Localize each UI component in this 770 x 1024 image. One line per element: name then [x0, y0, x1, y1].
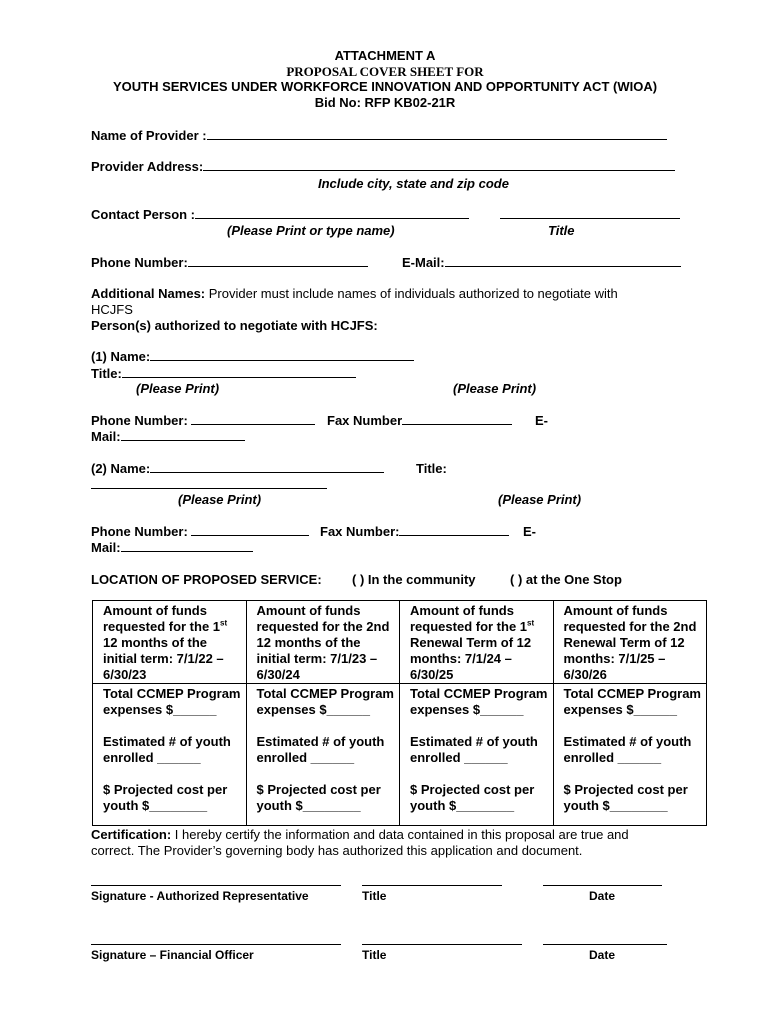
- contact-title-field[interactable]: [500, 207, 680, 219]
- document-title: YOUTH SERVICES UNDER WORKFORCE INNOVATION AND OPPORTUNITY ACT (WIOA): [112, 79, 658, 94]
- contact-person-field[interactable]: [195, 207, 469, 219]
- person2-name-label: (2) Name:: [91, 461, 151, 476]
- signature-fin-line[interactable]: [91, 944, 341, 945]
- attachment-label: ATTACHMENT A: [334, 48, 436, 63]
- youth-field[interactable]: Estimated # of youth enrolled ______: [103, 734, 231, 765]
- location-label: LOCATION OF PROPOSED SERVICE:: [91, 572, 322, 587]
- person1-title-field[interactable]: [122, 366, 356, 378]
- location-onestop-option[interactable]: ( ) at the One Stop: [510, 572, 622, 587]
- funds-header-cell: Amount of funds requested for the 2nd Renewal Term of 12 months: 7/1/25 – 6/30/26: [553, 601, 707, 684]
- certification: [91, 827, 629, 843]
- funds-header-row: [93, 601, 707, 684]
- provider-name-label: Name of Provider :: [91, 128, 207, 143]
- funds-value-cell[interactable]: [246, 684, 400, 826]
- persons-authorized-label: Person(s) authorized to negotiate with HCJFS:: [91, 318, 378, 333]
- person2-phone-row: [91, 524, 309, 540]
- phone-row: [91, 255, 368, 271]
- title-rep-line[interactable]: [362, 885, 502, 886]
- expenses-field[interactable]: Total CCMEP Program expenses $______: [410, 686, 548, 717]
- additional-names: [91, 286, 618, 302]
- person2-print-hint: (Please Print): [178, 492, 262, 507]
- email-label: E-Mail:: [402, 255, 445, 270]
- title-rep-label: Title: [362, 889, 387, 903]
- person1-title-hint: (Please Print): [453, 381, 537, 396]
- provider-address-label: Provider Address:: [91, 159, 204, 174]
- person1-email-label: Mail:: [91, 429, 121, 444]
- person2-phone-field[interactable]: [191, 524, 309, 536]
- signature-rep-label: Signature - Authorized Representative: [91, 889, 309, 903]
- person1-phone-field[interactable]: [191, 413, 315, 425]
- person2-email-label: Mail:: [91, 540, 121, 555]
- date-rep-line[interactable]: [543, 885, 662, 886]
- email-row: [402, 255, 681, 271]
- contact-person-label: Contact Person :: [91, 207, 196, 222]
- provider-name-field[interactable]: [207, 128, 667, 140]
- person1-name-row: [91, 349, 414, 365]
- person2-title-field[interactable]: [91, 477, 327, 489]
- cost-field[interactable]: $ Projected cost per youth $________: [410, 782, 535, 813]
- person1-email-field[interactable]: [121, 429, 245, 441]
- person1-print-hint: (Please Print): [136, 381, 220, 396]
- person2-fax-label: Fax Number:: [320, 524, 400, 539]
- expenses-field[interactable]: Total CCMEP Program expenses $______: [256, 686, 394, 717]
- certification-text: I hereby certify the information and data contained in this proposal are true and: [174, 827, 629, 842]
- title-hint: Title: [548, 223, 575, 238]
- location-community-option[interactable]: ( ) In the community: [352, 572, 476, 587]
- phone-field[interactable]: [188, 255, 368, 267]
- person2-fax-field[interactable]: [399, 524, 509, 536]
- address-hint: Include city, state and zip code: [318, 176, 509, 191]
- person2-title-label: Title:: [416, 461, 447, 476]
- provider-name-row: [91, 128, 667, 144]
- expenses-field[interactable]: Total CCMEP Program expenses $______: [563, 686, 701, 717]
- date-rep-label: Date: [589, 889, 616, 903]
- phone-label: Phone Number:: [91, 255, 188, 270]
- person1-title-label: Title:: [91, 366, 122, 381]
- person2-name-row: [91, 461, 384, 477]
- person2-email-label-a: E-: [523, 524, 536, 539]
- person1-phone-label: Phone Number:: [91, 413, 188, 428]
- document-subtitle: PROPOSAL COVER SHEET FOR: [286, 64, 484, 79]
- person1-fax-row: [327, 413, 512, 429]
- funds-value-cell[interactable]: [93, 684, 247, 826]
- title-fin-line[interactable]: [362, 944, 522, 945]
- additional-names-text: Provider must include names of individuals authorized to negotiate with: [208, 286, 618, 301]
- contact-person-row: [91, 207, 469, 223]
- provider-address-field[interactable]: [203, 159, 675, 171]
- signature-rep-line[interactable]: [91, 885, 341, 886]
- contact-hint: (Please Print or type name): [227, 223, 395, 238]
- bid-number: Bid No: RFP KB02-21R: [314, 95, 456, 110]
- funds-value-cell[interactable]: [400, 684, 554, 826]
- youth-field[interactable]: Estimated # of youth enrolled ______: [410, 734, 538, 765]
- cost-field[interactable]: $ Projected cost per youth $________: [103, 782, 228, 813]
- youth-field[interactable]: Estimated # of youth enrolled ______: [563, 734, 692, 765]
- additional-names-text-2: HCJFS: [91, 302, 133, 317]
- person2-email-field[interactable]: [121, 540, 253, 552]
- certification-text-2: correct. The Provider’s governing body has authorized this application and document.: [91, 843, 583, 858]
- person1-fax-label: Fax Number: [327, 413, 403, 428]
- date-fin-label: Date: [589, 948, 616, 962]
- funds-table: [92, 600, 707, 826]
- person2-name-field[interactable]: [150, 461, 384, 473]
- expenses-field[interactable]: Total CCMEP Program expenses $______: [103, 686, 241, 717]
- funds-value-cell[interactable]: [553, 684, 707, 826]
- cost-field[interactable]: $ Projected cost per youth $________: [256, 782, 381, 813]
- person2-title-hint: (Please Print): [498, 492, 582, 507]
- person1-title-row: [91, 366, 356, 382]
- person2-fax-row: [320, 524, 509, 540]
- person1-name-label: (1) Name:: [91, 349, 151, 364]
- date-fin-line[interactable]: [543, 944, 667, 945]
- funds-header-cell: Amount of funds requested for the 1st 12 months of the initial term: 7/1/22 – 6/30/23: [93, 601, 247, 684]
- person1-email-row: [91, 429, 245, 445]
- additional-names-label: Additional Names:: [91, 286, 206, 301]
- person1-email-label-a: E-: [535, 413, 548, 428]
- provider-address-row: [91, 159, 675, 175]
- person2-email-row: [91, 540, 253, 556]
- funds-header-cell: Amount of funds requested for the 2nd 12 months of the initial term: 7/1/23 – 6/30/24: [246, 601, 400, 684]
- funds-header-cell: Amount of funds requested for the 1st Renewal Term of 12 months: 7/1/24 – 6/30/25: [400, 601, 554, 684]
- signature-fin-label: Signature – Financial Officer: [91, 948, 254, 962]
- funds-values-row: [93, 684, 707, 826]
- certification-label: Certification:: [91, 827, 172, 842]
- person2-phone-label: Phone Number:: [91, 524, 188, 539]
- title-fin-label: Title: [362, 948, 387, 962]
- person1-name-field[interactable]: [150, 349, 414, 361]
- person1-phone-row: [91, 413, 315, 429]
- cost-field[interactable]: $ Projected cost per youth $________: [563, 782, 688, 813]
- email-field[interactable]: [445, 255, 681, 267]
- person1-fax-field[interactable]: [402, 413, 512, 425]
- youth-field[interactable]: Estimated # of youth enrolled ______: [256, 734, 385, 765]
